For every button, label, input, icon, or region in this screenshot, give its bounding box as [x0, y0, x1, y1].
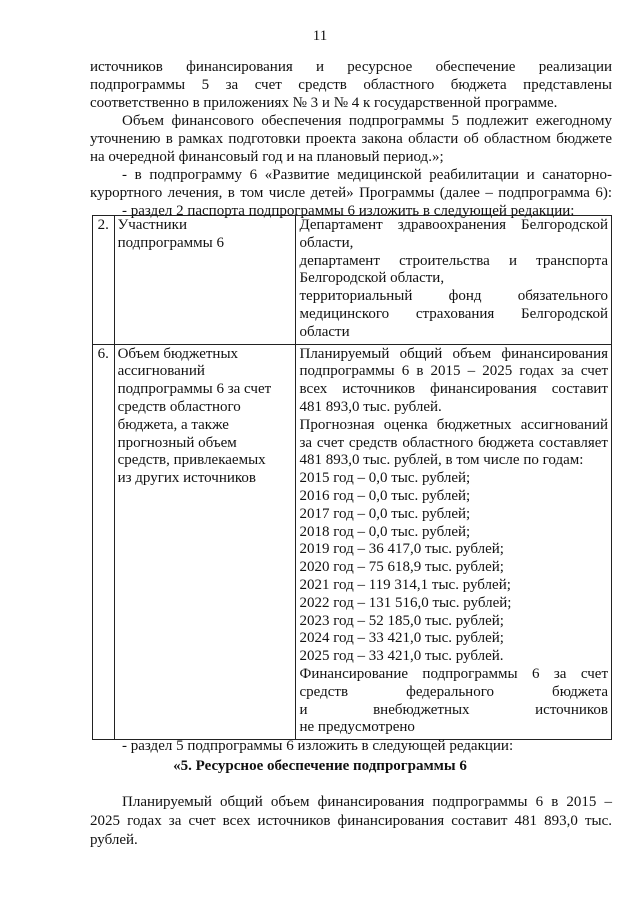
label-line: средств, привлекаемых: [117, 452, 266, 469]
value-line: области: [299, 323, 350, 340]
value-line: Прогнозная оценка бюджетных ассигнований: [299, 416, 608, 433]
text-line: - раздел 2 паспорта подпрограммы 6 изложить в следующей редакции:: [122, 203, 575, 219]
year-line: 2022 год – 131 516,0 тыс. рублей;: [299, 594, 512, 611]
text-line: - в подпрограмму 6 «Развитие медицинской реабилитации и санаторно-: [122, 167, 612, 183]
year-line: 2021 год – 119 314,1 тыс. рублей;: [299, 576, 511, 593]
value-line: за счет средств областного бюджета составляет: [299, 434, 608, 451]
section-heading: «5. Ресурсное обеспечение подпрограммы 6: [173, 758, 467, 774]
text-line: курортного лечения, в том числе детей» Программы (далее – подпрограмма 6):: [90, 185, 612, 201]
value-line: территориальный фонд обязательного: [299, 288, 608, 305]
year-line: 2015 год – 0,0 тыс. рублей;: [299, 470, 471, 487]
text-line: соответственно в приложениях № 3 и № 4 к государственной программе.: [90, 95, 558, 111]
value-line: области,: [299, 234, 354, 251]
section-5-instruction: - раздел 5 подпрограммы 6 изложить в следующей редакции:: [122, 738, 514, 754]
text-line: Объем финансового обеспечения подпрограммы 5 подлежит ежегодному: [122, 113, 612, 129]
value-line: Планируемый общий объем финансирования: [299, 345, 608, 362]
year-line: 2020 год – 75 618,9 тыс. рублей;: [299, 559, 504, 576]
label-line: Объем бюджетных: [117, 345, 239, 362]
value-line: средств федерального бюджета: [299, 683, 608, 700]
row-number: 2.: [93, 216, 115, 345]
value-line: департамент строительства и транспорта: [299, 252, 608, 269]
page-number: 11: [312, 28, 328, 44]
text-line: источников финансирования и ресурсное обеспечение реализации: [90, 59, 612, 75]
value-line: всех источников финансирования составит: [299, 381, 608, 398]
row-label: [114, 216, 296, 345]
value-line: Департамент здравоохранения Белгородской: [299, 217, 608, 233]
passport-table: [92, 215, 612, 740]
year-line: 2019 год – 36 417,0 тыс. рублей;: [299, 541, 504, 558]
paragraph-subprogram-6: [90, 166, 612, 202]
text-line: Планируемый общий объем финансирования подпрограммы 6 в 2015 –: [122, 794, 612, 810]
value-line: 481 893,0 тыс. рублей.: [299, 398, 442, 415]
value-line: Финансирование подпрограммы 6 за счет: [299, 665, 608, 682]
label-line: подпрограммы 6: [117, 234, 224, 251]
table-row: [93, 344, 612, 740]
year-line: 2016 год – 0,0 тыс. рублей;: [299, 487, 471, 504]
table-row: [93, 216, 612, 345]
label-line: подпрограммы 6 за счет: [117, 381, 272, 398]
value-line: Белгородской области,: [299, 270, 445, 287]
intro-text: [90, 58, 612, 220]
final-paragraph: [90, 793, 612, 850]
label-line: бюджета, а также: [117, 416, 229, 433]
year-line: 2025 год – 33 421,0 тыс. рублей.: [299, 648, 504, 665]
paragraph-sources: [90, 58, 612, 112]
year-line: 2024 год – 33 421,0 тыс. рублей;: [299, 630, 504, 647]
text-line: уточнению в рамках подготовки проекта закона области об областном бюджете: [90, 131, 612, 147]
text-line: на очередной финансовый год и на плановый период.»;: [90, 149, 444, 165]
text-line: рублей.: [90, 832, 138, 848]
text-line: подпрограммы 5 за счет средств областного бюджета представлены: [90, 77, 612, 93]
year-line: 2017 год – 0,0 тыс. рублей;: [299, 505, 471, 522]
label-line: средств областного: [117, 398, 241, 415]
year-line: 2023 год – 52 185,0 тыс. рублей;: [299, 612, 504, 629]
value-line: медицинского страхования Белгородской: [299, 305, 608, 322]
row-label: [114, 344, 296, 740]
row-number: 6.: [93, 344, 115, 740]
label-line: ассигнований: [117, 363, 205, 380]
year-line: 2018 год – 0,0 тыс. рублей;: [299, 523, 471, 540]
label-line: Участники: [117, 217, 187, 233]
value-line: 481 893,0 тыс. рублей, в том числе по годам:: [299, 452, 584, 469]
row-value: [296, 216, 612, 345]
paragraph-volume: [90, 112, 612, 166]
text-line: 2025 годах за счет всех источников финансирования составит 481 893,0 тыс.: [90, 813, 612, 829]
value-line: не предусмотрено: [299, 719, 415, 736]
label-line: прогнозный объем: [117, 434, 237, 451]
value-line: подпрограммы 6 в 2015 – 2025 годах за счет: [299, 363, 608, 380]
label-line: из других источников: [117, 470, 257, 487]
value-line: и внебюджетных источников: [299, 701, 608, 718]
row-value: [296, 344, 612, 740]
